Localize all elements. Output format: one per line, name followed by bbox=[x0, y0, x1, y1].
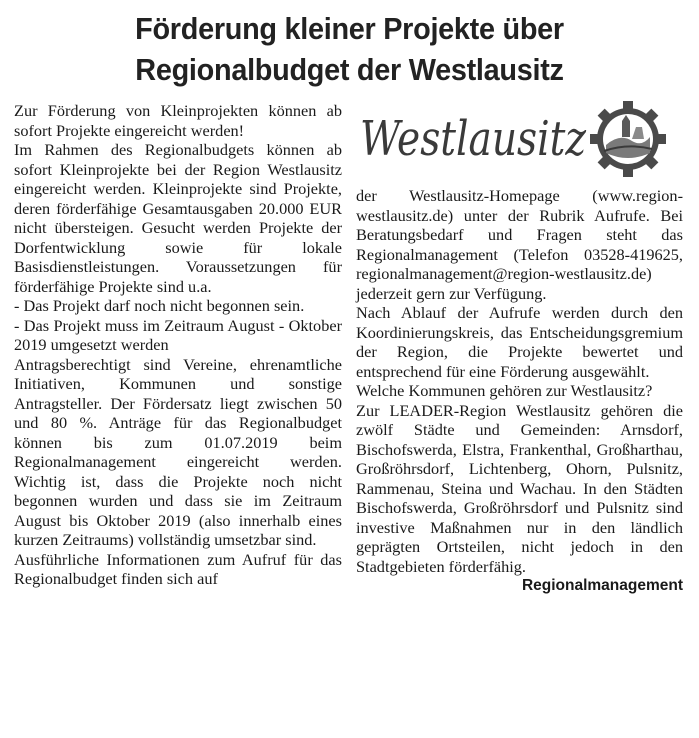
author-signature: Regionalmanagement bbox=[521, 577, 683, 594]
selection-paragraph: Nach Ablauf der Aufrufe werden durch den Koordinierungskreis, das Entscheidungsgremium der Region, die Projekte bewertet und entsprechend für eine Förderung ausgewählt. bbox=[356, 303, 683, 381]
municipalities-paragraph: Zur LEADER-Region Westlausitz gehören die zwölf Städte und Gemeinden: Arnsdorf, Bischofswerda, Elstra, Frankenthal, Großharthau, Großröhrsdorf, Lichtenberg, Ohorn, Pulsnitz, Rammenau, Steina und Wachau. In den Städten Bischofswerda, Großröhrsdorf und Pulsnitz sind investive Maßnahmen nur in den ländlich geprägten Ortsteilen, nicht jedoch in den Stadtgebieten förderfähig. bbox=[356, 400, 683, 576]
westlausitz-logo bbox=[358, 99, 680, 177]
requirement-bullet-2: - Das Projekt muss im Zeitraum August - Oktober 2019 umgesetzt werden bbox=[14, 315, 342, 354]
right-column bbox=[356, 186, 683, 596]
homepage-paragraph: der Westlausitz-Homepage (www.region-westlausitz.de) unter der Rubrik Aufrufe. Bei Beratungsbedarf und Fragen steht das Regionalmanagement (Telefon 03528-419625, regionalmanagement@region-westlausitz.de) jederzeit gern zur Verfügung. bbox=[356, 186, 683, 303]
logo-graphic bbox=[358, 99, 680, 177]
regional-budget-paragraph: Im Rahmen des Regionalbudgets können ab sofort Kleinprojekte bei der Region Westlausitz eingereicht werden. Kleinprojekte sind Projekte, deren förderfähige Gesamtausgaben 20.000 EUR nicht übersteigen. Gesucht werden Projekte der Dorfentwicklung sowie für lokale Basisdienstleistungen. Voraussetzungen für förderfähige Projekte sind u.a. bbox=[14, 140, 342, 296]
logo-wordmark: Westlausitz bbox=[360, 111, 587, 167]
headline-line-2: Regionalbudget der Westlausitz bbox=[135, 52, 564, 87]
requirement-bullet-1: - Das Projekt darf noch nicht begonnen sein. bbox=[14, 296, 305, 315]
intro-paragraph: Zur Förderung von Kleinprojekten können ab sofort Projekte eingereicht werden! bbox=[14, 101, 342, 140]
information-paragraph: Ausführliche Informationen zum Aufruf für das Regionalbudget finden sich auf bbox=[14, 549, 342, 588]
article-headline bbox=[24, 8, 674, 90]
eligibility-paragraph: Antragsberechtigt sind Vereine, ehrenamtliche Initiativen, Kommunen und sonstige Antragsteller. Der Fördersatz liegt zwischen 50 und 80 %. Anträge für das Regionalbudget können bis zum 01.07.2019 beim Regionalmanagement eingereicht werden. Wichtig ist, dass die Projekte noch nicht begonnen wurden und dass sie im Zeitraum August bis Oktober 2019 (also innerhalb eines kurzen Zeitraums) vollständig umsetzbar sind. bbox=[14, 354, 342, 549]
left-column bbox=[14, 101, 342, 589]
question-paragraph: Welche Kommunen gehören zur Westlausitz? bbox=[356, 381, 653, 400]
headline-line-1: Förderung kleiner Projekte über bbox=[135, 11, 564, 46]
gear-icon bbox=[590, 101, 666, 177]
